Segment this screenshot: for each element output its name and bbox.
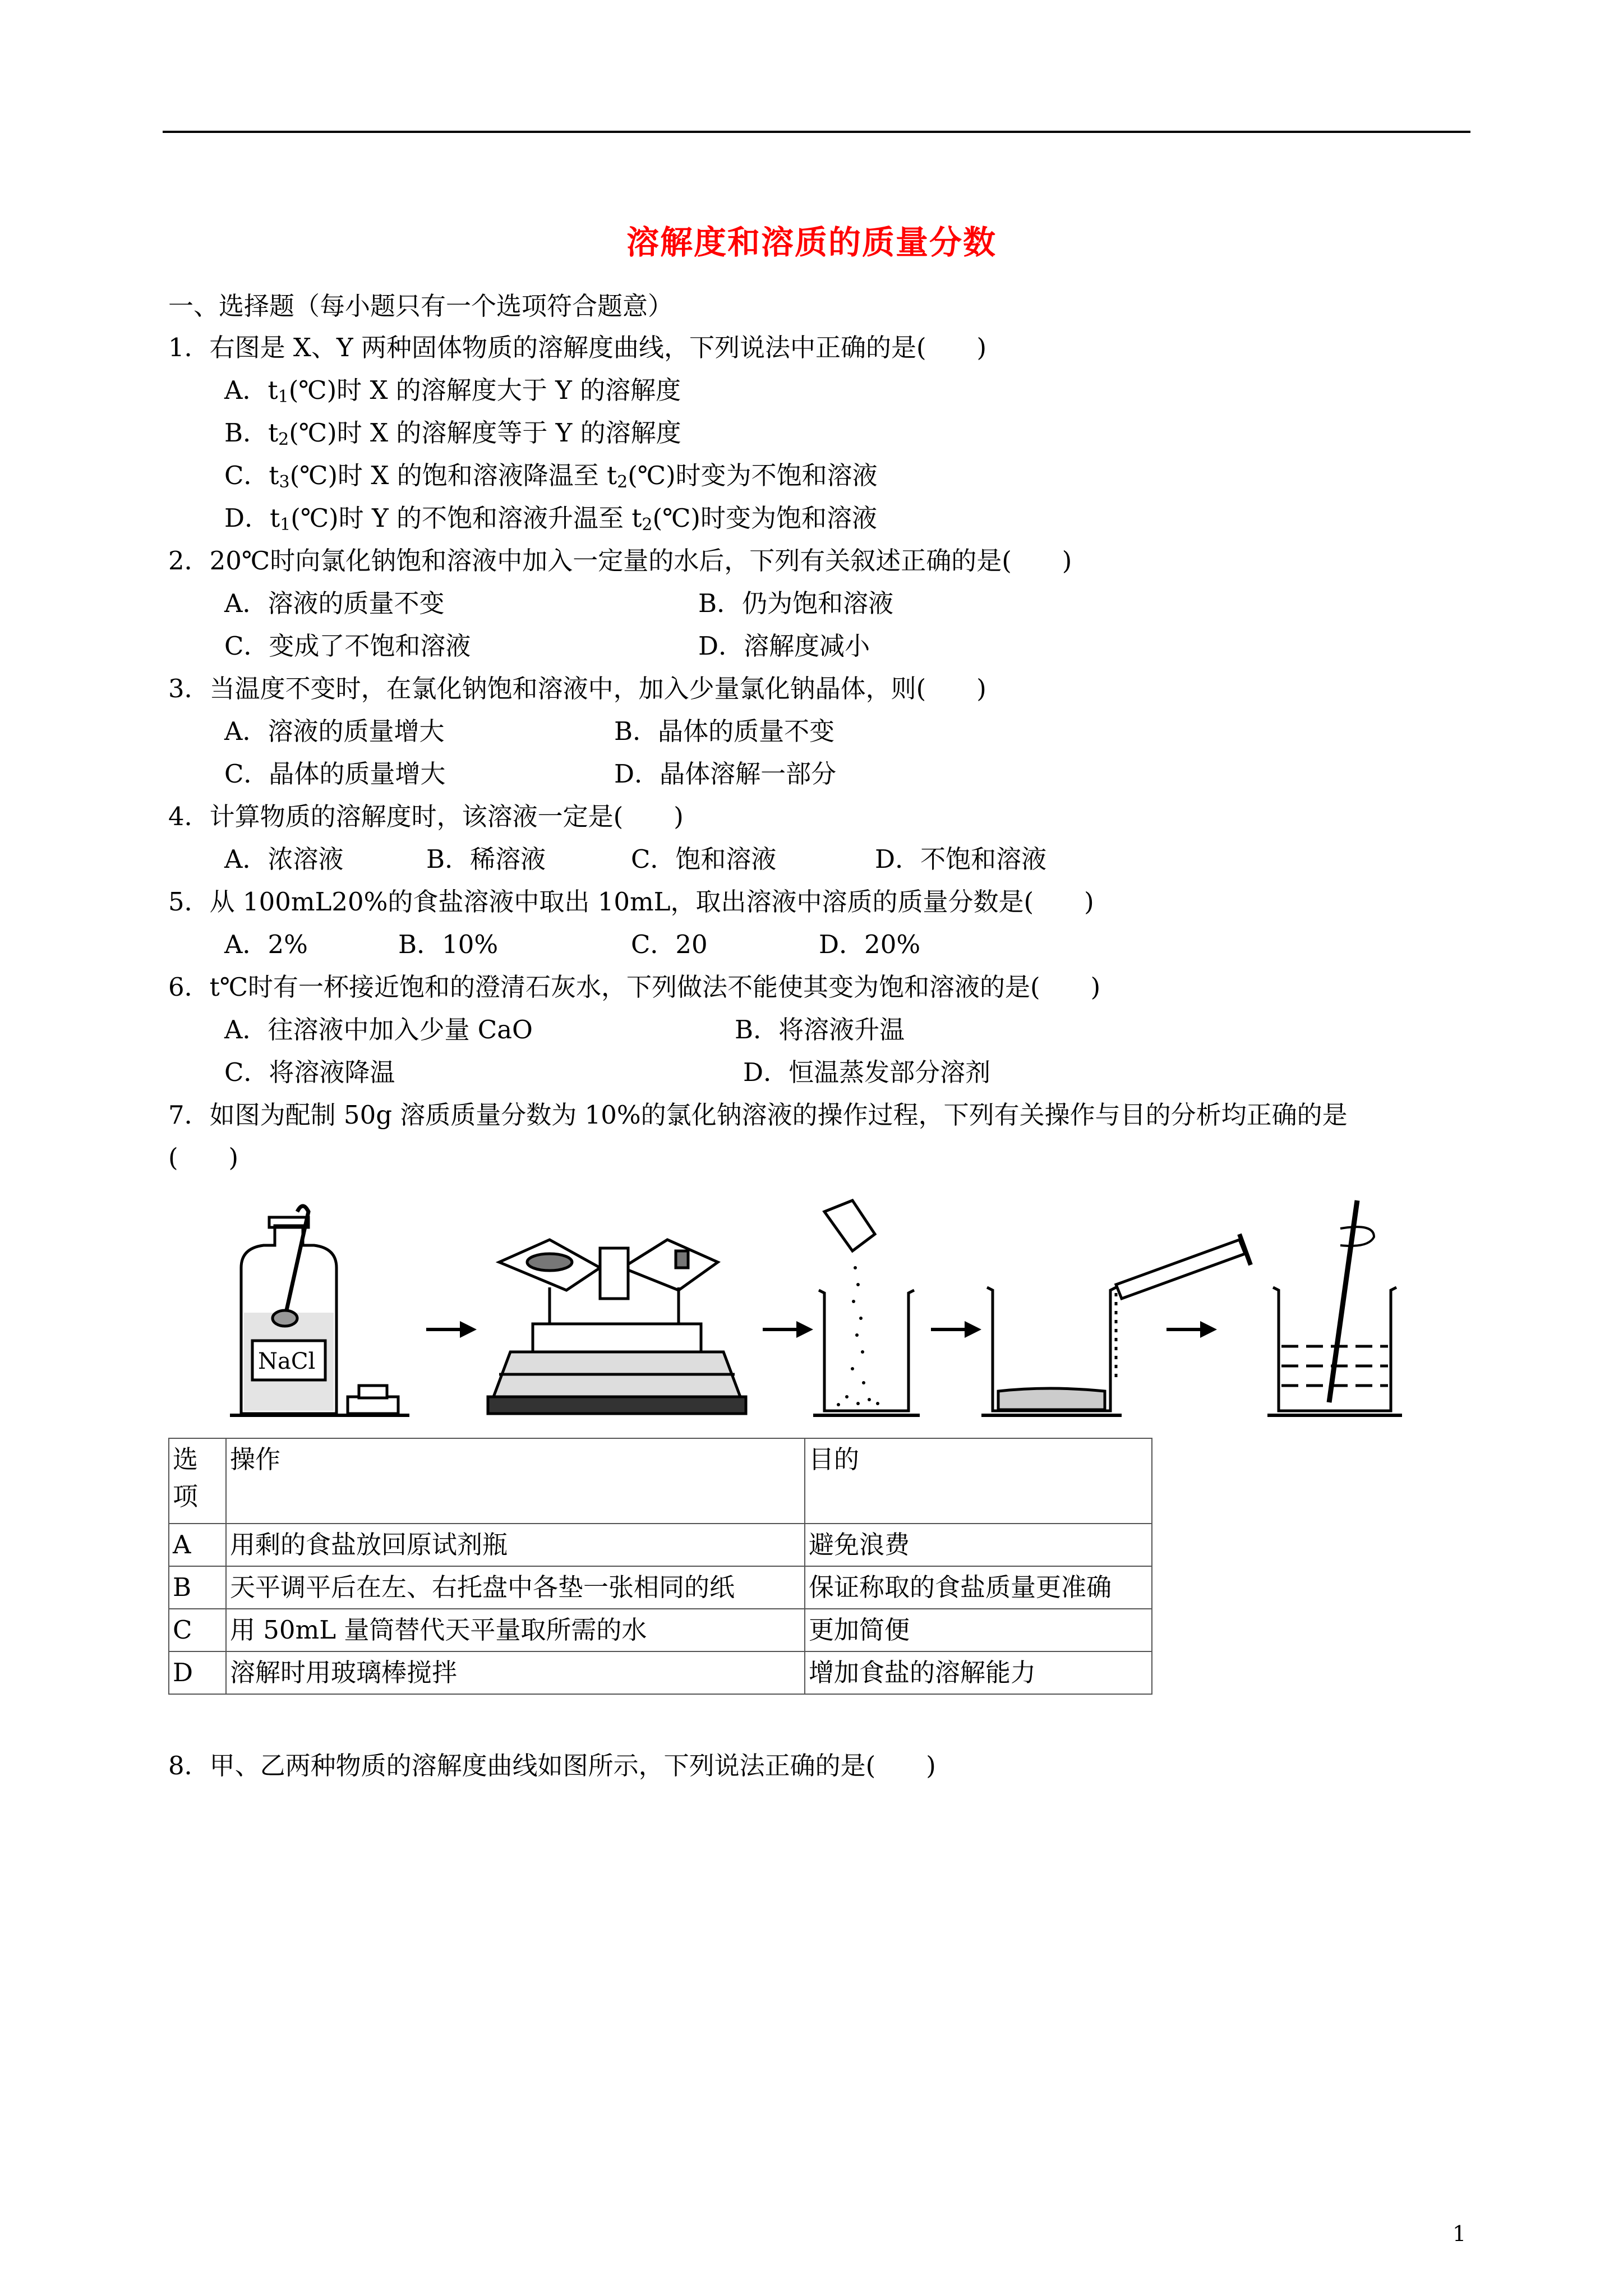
table-cell: 保证称取的食盐质量更准确 [805,1566,1152,1609]
q3-option-d: D．晶体溶解一部分 [614,759,837,789]
q7-stem-paren: ( ) [168,1143,239,1172]
table-cell: 增加食盐的溶解能力 [805,1651,1152,1694]
q6-stem: 6．t℃时有一杯接近饱和的澄清石灰水，下列做法不能使其变为饱和溶液的是( ) [168,972,1101,1002]
q5-option-c: C．20 [631,930,708,959]
q1-option-a: A．$t_1(℃)$时 X 的溶解度大于 Y 的溶解度 [224,375,681,407]
q5-option-d: D．20% [819,930,921,959]
q1-option-d: D．$t_1(℃)$时 Y 的不饱和溶液升温至 $t_2(℃)$时变为饱和溶液 [224,503,877,535]
q3-option-c: C．晶体的质量增大 [224,759,446,789]
section-heading: 一、选择题（每小题只有一个选项符合题意） [168,291,674,321]
salt-particles [837,1266,879,1406]
table-row [169,1524,1152,1566]
table-cell: 用剩的食盐放回原试剂瓶 [226,1524,805,1566]
q2-option-b: B．仍为饱和溶液 [698,588,894,618]
q1-stem: 1．右图是 X、Y 两种固体物质的溶解度曲线，下列说法中正确的是( ) [168,333,987,362]
q6-option-d: D．恒温蒸发部分溶剂 [743,1057,991,1087]
q7-stem: 7．如图为配制 50g 溶质质量分数为 10%的氯化钠溶液的操作过程，下列有关操作与目的分析均正确的是 [168,1100,1348,1130]
table-cell: 天平调平后在左、右托盘中各垫一张相同的纸 [226,1566,805,1609]
beaker-stirring [1267,1200,1402,1415]
table-row [169,1566,1152,1609]
q2-option-d: D．溶解度减小 [698,631,870,661]
q5-stem: 5．从 100mL20%的食盐溶液中取出 10mL，取出溶液中溶质的质量分数是( ) [168,887,1094,917]
arrow-icon [426,1321,477,1338]
q3-stem: 3．当温度不变时，在氯化钠饱和溶液中，加入少量氯化钠晶体，则( ) [168,674,986,703]
table-cell: B [169,1566,226,1609]
page-title: 溶解度和溶质的质量分数 [626,223,997,261]
beaker-pouring-solid [813,1200,920,1415]
procedure-figure [219,1195,1424,1430]
table-header-cell: 操作 [226,1438,805,1524]
table-cell: 用 50mL 量筒替代天平量取所需的水 [226,1609,805,1651]
q2-stem: 2．20℃时向氯化钠饱和溶液中加入一定量的水后，下列有关叙述正确的是( ) [168,546,1072,576]
table-cell: 更加简便 [805,1609,1152,1651]
table-row [169,1609,1152,1651]
table-cell: C [169,1609,226,1651]
q6-option-b: B．将溶液升温 [735,1015,905,1045]
q2-option-c: C．变成了不饱和溶液 [224,631,471,661]
q3-option-b: B．晶体的质量不变 [614,716,835,746]
bottle-label: NaCl [258,1349,316,1374]
q5-option-a: A．2% [224,930,308,959]
arrow-icon [1166,1321,1217,1338]
table-header-row [169,1438,1152,1524]
beaker-pouring-water [981,1234,1251,1415]
q6-option-a: A．往溶液中加入少量 CaO [224,1015,533,1045]
q5-option-b: B．10% [398,930,499,959]
bottle-stopper [348,1386,398,1414]
table-cell: 避免浪费 [805,1524,1152,1566]
q4-option-a: A．浓溶液 [224,844,344,874]
q4-stem: 4．计算物质的溶解度时，该溶液一定是( ) [168,802,684,831]
q1-option-b: B．$t_2(℃)$时 X 的溶解度等于 Y 的溶解度 [224,418,681,449]
q4-option-b: B．稀溶液 [426,844,546,874]
header-rule [163,131,1470,133]
q4-option-d: D．不饱和溶液 [875,844,1047,874]
table-cell: 溶解时用玻璃棒搅拌 [226,1651,805,1694]
q6-option-c: C．将溶液降温 [224,1057,395,1087]
table-row [169,1651,1152,1694]
q4-option-c: C．饱和溶液 [631,844,777,874]
table-header-cell: 目的 [805,1438,1152,1524]
q2-option-a: A．溶液的质量不变 [224,588,445,618]
reagent-bottle [241,1206,336,1414]
arrow-icon [931,1321,981,1338]
q7-table [168,1438,1152,1695]
table-cell: A [169,1524,226,1566]
table-cell: D [169,1651,226,1694]
q3-option-a: A．溶液的质量增大 [224,716,445,746]
q8-stem: 8．甲、乙两种物质的溶解度曲线如图所示，下列说法正确的是( ) [168,1751,936,1780]
balance-scale [488,1240,746,1414]
q1-option-c: C．$t_3(℃)$时 X 的饱和溶液降温至 $t_2(℃)$时变为不饱和溶液 [224,461,878,492]
arrow-icon [763,1321,813,1338]
table-header-cell: 选项 [169,1438,226,1524]
page-number: 1 [1453,2221,1467,2246]
